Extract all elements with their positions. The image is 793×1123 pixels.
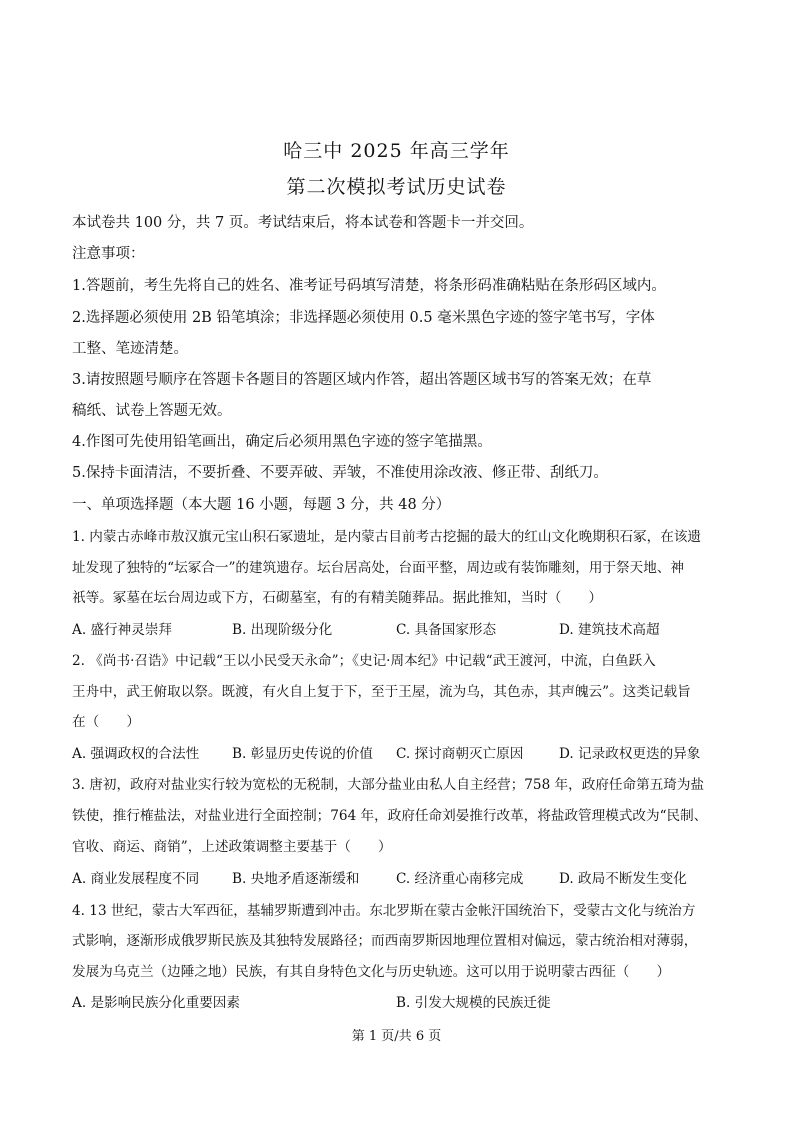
option-d: D. 建筑技术高超: [559, 622, 660, 638]
option-c: C. 探讨商朝灭亡原因: [396, 746, 524, 762]
option-a: A. 盛行神灵崇拜: [72, 622, 173, 638]
notice-line: 1.答题前，考生先将自己的姓名、准考证号码填写清楚，将条形码准确粘贴在条形码区域内。: [72, 278, 666, 294]
question-4-text: 发展为乌克兰（边陲之地）民族，有其自身特色文化与历史轨迹。这可以用于说明蒙古西征（ ）: [72, 964, 671, 980]
notice-line: 工整、笔迹清楚。: [72, 341, 188, 357]
question-4-text: 4. 13 世纪，蒙古大军西征，基辅罗斯遭到冲击。东北罗斯在蒙古金帐汗国统治下，受蒙古文化与统治方: [72, 903, 696, 919]
question-3-text: 3. 唐初，政府对盐业实行较为宽松的无税制，大部分盐业由私人自主经营；758 年，政府任命第五琦为盐: [72, 777, 705, 793]
notice-heading: 注意事项：: [72, 246, 145, 262]
question-2-text: 王舟中，武王俯取以祭。既渡，有火自上复于下，至于王屋，流为乌，其色赤，其声魄云”。这类记载旨: [72, 684, 691, 700]
option-b: B. 出现阶级分化: [232, 622, 333, 638]
notice-line: 3.请按照题号顺序在答题卡各题目的答题区域内作答，超出答题区域书写的答案无效；在草: [72, 372, 652, 388]
question-4-text: 式影响，逐渐形成俄罗斯民族及其独特发展路径；而西南罗斯因地理位置相对偏远，蒙古统治相对薄弱，: [72, 933, 698, 949]
notice-line: 稿纸、试卷上答题无效。: [72, 403, 232, 419]
question-2-text: 在（ ）: [72, 714, 140, 730]
page-footer: 第 1 页/共 6 页: [351, 1029, 442, 1044]
option-a: A. 是影响民族分化重要因素: [72, 995, 240, 1011]
notice-line: 5.保持卡面清洁，不要折叠、不要弄破、弄皱，不准使用涂改液、修正带、刮纸刀。: [72, 465, 608, 481]
question-1-text: 祇等。冢墓在坛台周边或下方，石砌墓室，有的有精美随葬品。据此推知，当时（ ）: [72, 590, 603, 606]
question-3-text: 铁使，推行榷盐法，对盐业进行全面控制；764 年，政府任命刘晏推行改革，将盐政管理模式改为“民制、: [72, 808, 708, 824]
question-3-text: 官收、商运、商销”，上述政策调整主要基于（ ）: [72, 839, 392, 855]
section-title: 一、单项选择题（本大题 16 小题，每题 3 分，共 48 分）: [72, 497, 451, 513]
intro-text: 本试卷共 100 分，共 7 页。考试结束后，将本试卷和答题卡一并交回。: [72, 215, 534, 231]
option-a: A. 强调政权的合法性: [72, 746, 200, 762]
notice-line: 2.选择题必须使用 2B 铅笔填涂；非选择题必须使用 0.5 毫米黑色字迹的签字笔书写，字体: [72, 310, 655, 326]
option-b: B. 引发大规模的民族迁徙: [396, 995, 551, 1011]
option-a: A. 商业发展程度不同: [72, 871, 200, 887]
question-1-text: 1. 内蒙古赤峰市敖汉旗元宝山积石冢遗址，是内蒙古目前考古挖掘的最大的红山文化晚期积石冢，在该遗: [72, 529, 702, 545]
option-b: B. 央地矛盾逐渐缓和: [232, 871, 360, 887]
option-c: C. 经济重心南移完成: [396, 871, 524, 887]
question-2-text: 2. 《尚书·召诰》中记载“王以小民受天永命”；《史记·周本纪》中记载“武王渡河，中流，白鱼跃入: [72, 653, 656, 669]
option-c: C. 具备国家形态: [396, 622, 497, 638]
question-1-text: 址发现了独特的“坛冢合一”的建筑遗存。坛台居高处，台面平整，周边或有装饰雕刻，用于祭天地、神: [72, 560, 685, 576]
notice-line: 4.作图可先使用铅笔画出，确定后必须用黑色字迹的签字笔描黑。: [72, 434, 492, 450]
exam-title-line1: 哈三中 2025 年高三学年: [283, 140, 510, 162]
option-b: B. 彰显历史传说的价值: [232, 746, 373, 762]
option-d: D. 政局不断发生变化: [559, 871, 687, 887]
option-d: D. 记录政权更迭的异象: [559, 746, 701, 762]
exam-title-line2: 第二次模拟考试历史试卷: [286, 176, 507, 198]
